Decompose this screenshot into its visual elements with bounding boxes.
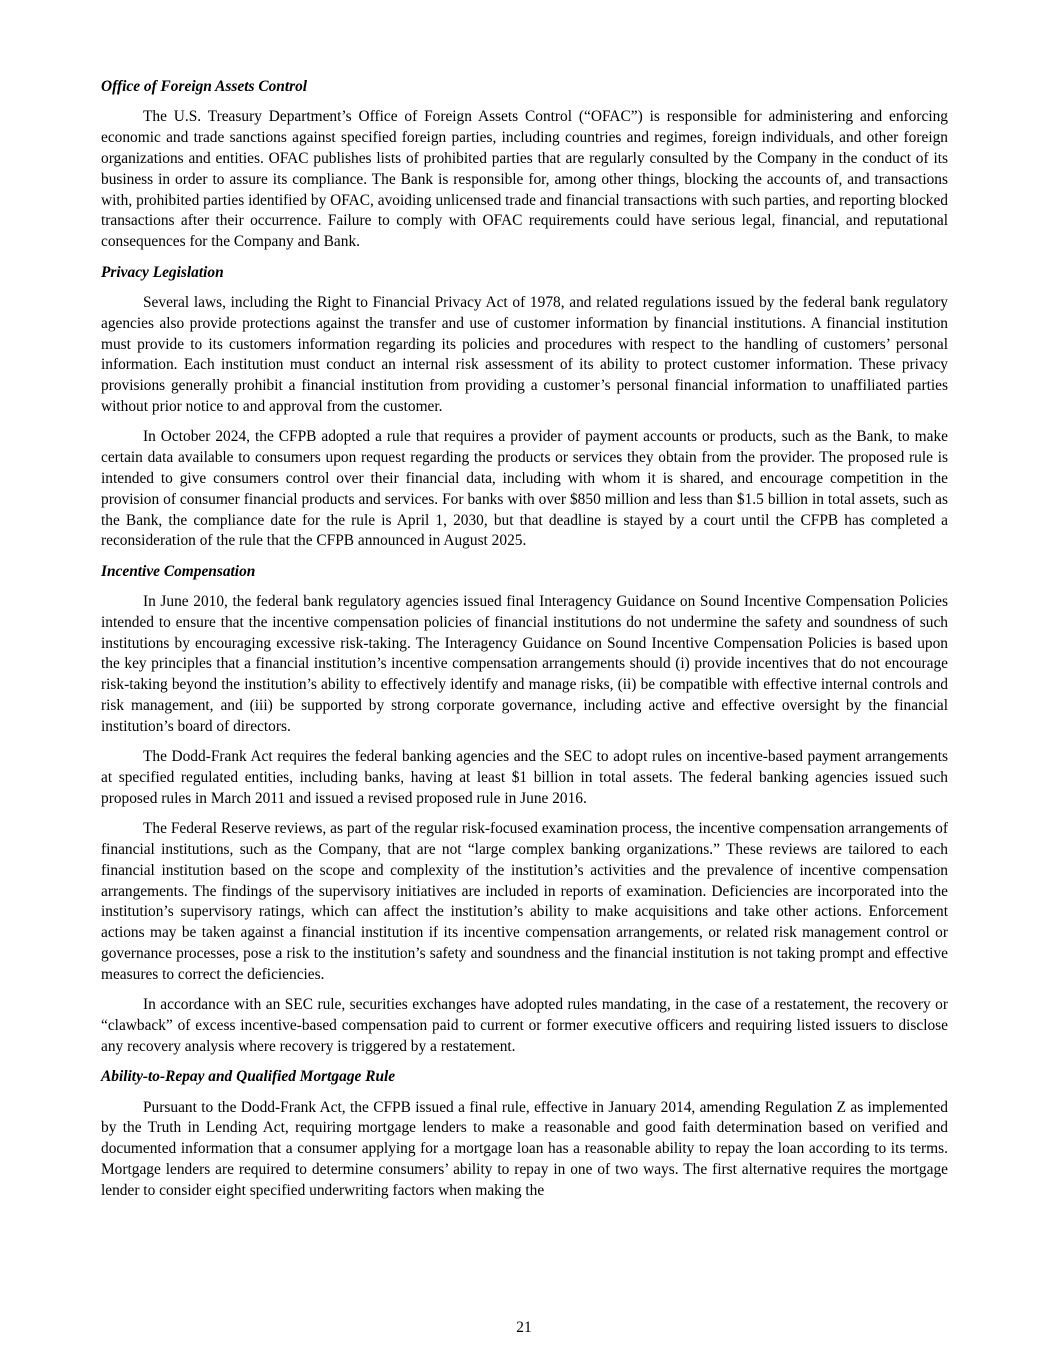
paragraph: In accordance with an SEC rule, securities exchanges have adopted rules mandating, in the case of a restatement, the recovery or “clawback” of excess incentive-based compensation paid to current or former executive officers and requiring listed issuers to disclose any recovery analysis where recovery is triggered by a restatement. bbox=[101, 996, 948, 1055]
section-heading: Incentive Compensation bbox=[101, 562, 256, 580]
page-number: 21 bbox=[516, 1319, 532, 1336]
paragraph: In October 2024, the CFPB adopted a rule that requires a provider of payment accounts or products, such as the Bank, to make certain data available to consumers upon request regarding the products or services they obtain from the provider. The proposed rule is intended to give consumers control over their financial data, including with whom it is shared, and encourage competition in the provision of consumer financial products and services. For banks with over $850 million and less than $1.5 billion in total assets, such as the Bank, the compliance date for the rule is April 1, 2030, but that deadline is stayed by a court until the CFPB has completed a reconsideration of the rule that the CFPB announced in August 2025. bbox=[101, 428, 948, 550]
section-heading: Ability-to-Repay and Qualified Mortgage Rule bbox=[101, 1068, 396, 1086]
paragraph: The Federal Reserve reviews, as part of the regular risk-focused examination process, the incentive compensation arrangements of financial institutions, such as the Company, that are not “large complex banking organizations.” These reviews are tailored to each financial institution based on the scope and complexity of the institution’s activities and the prevalence of incentive compensation arrangements. The findings of the supervisory initiatives are included in reports of examination. Deficiencies are incorporated into the institution’s supervisory ratings, which can affect the institution’s ability to make acquisitions and take other actions. Enforcement actions may be taken against a financial institution if its incentive compensation arrangements, or related risk management control or governance processes, pose a risk to the institution’s safety and soundness and the financial institution is not taking prompt and effective measures to correct the deficiencies. bbox=[101, 820, 948, 983]
document-page bbox=[101, 77, 948, 1211]
paragraph: In June 2010, the federal bank regulatory agencies issued final Interagency Guidance on Sound Incentive Compensation Policies intended to ensure that the incentive compensation policies of financial institutions do not undermine the safety and soundness of such institutions by encouraging excessive risk-taking. The Interagency Guidance on Sound Incentive Compensation Policies is based upon the key principles that a financial institution’s incentive compensation arrangements should (i) provide incentives that do not encourage risk-taking beyond the institution’s ability to effectively identify and manage risks, (ii) be compatible with effective internal controls and risk management, and (iii) be supported by strong corporate governance, including active and effective oversight by the financial institution’s board of directors. bbox=[101, 593, 948, 735]
paragraph: The U.S. Treasury Department’s Office of Foreign Assets Control (“OFAC”) is responsible for administering and enforcing economic and trade sanctions against specified foreign parties, including countries and regimes, foreign individuals, and other foreign organizations and entities. OFAC publishes lists of prohibited parties that are regularly consulted by the Company in the conduct of its business in order to assure its compliance. The Bank is responsible for, among other things, blocking the accounts of, and transactions with, prohibited parties identified by OFAC, avoiding unlicensed trade and financial transactions with such parties, and reporting blocked transactions after their occurrence. Failure to comply with OFAC requirements could have serious legal, financial, and reputational consequences for the Company and Bank. bbox=[101, 108, 948, 251]
paragraph: Pursuant to the Dodd-Frank Act, the CFPB issued a final rule, effective in January 2014, amending Regulation Z as implemented by the Truth in Lending Act, requiring mortgage lenders to make a reasonable and good faith determination based on verified and documented information that a consumer applying for a mortgage loan has a reasonable ability to repay the loan according to its terms. Mortgage lenders are required to determine consumers’ ability to repay in one of two ways. The first alternative requires the mortgage lender to consider eight specified underwriting factors when making the bbox=[101, 1098, 948, 1199]
paragraph: Several laws, including the Right to Financial Privacy Act of 1978, and related regulations issued by the federal bank regulatory agencies also provide protections against the transfer and use of customer information by financial institutions. A financial institution must provide to its customers information regarding its policies and procedures with respect to the handling of customers’ personal information. Each institution must conduct an internal risk assessment of its ability to protect customer information. These privacy provisions generally prohibit a financial institution from providing a customer’s personal financial information to unaffiliated parties without prior notice to and approval from the customer. bbox=[101, 293, 948, 415]
section-heading: Office of Foreign Assets Control bbox=[101, 78, 308, 95]
section-incentive-compensation bbox=[101, 562, 948, 1058]
section-ofac bbox=[101, 77, 948, 253]
section-ability-to-repay bbox=[101, 1067, 948, 1201]
section-heading: Privacy Legislation bbox=[101, 263, 224, 281]
section-privacy-legislation bbox=[101, 263, 948, 553]
paragraph: The Dodd-Frank Act requires the federal banking agencies and the SEC to adopt rules on incentive-based payment arrangements at specified regulated entities, including banks, having at least $1 billion in total assets. The federal banking agencies issued such proposed rules in March 2011 and issued a revised proposed rule in June 2016. bbox=[101, 748, 948, 807]
